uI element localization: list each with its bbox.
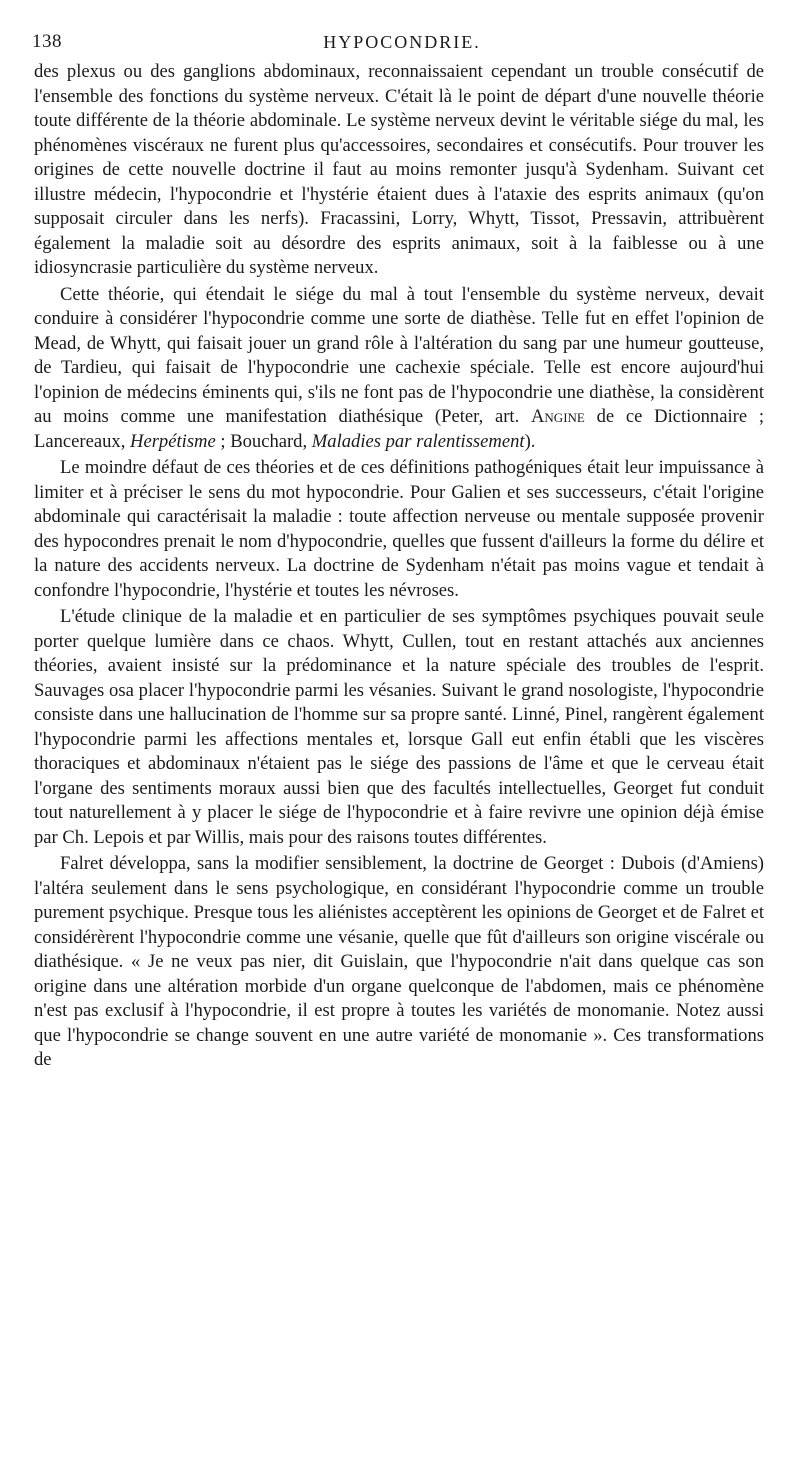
paragraph-text: ; Bouchard,	[215, 430, 312, 452]
paragraph-continued: des plexus ou des ganglions abdominaux, reconnaissaient cependant un trouble consécutif de l'ensemble des fonctions du système nerveux. C'était là le point de départ d'une nouvelle théorie toute différente de la théorie abdominale. Le système nerveux devint le véritable siége du mal, les phénomènes viscéraux ne furent plus qu'accessoires, secondaires et consécutifs. Pour trouver les origines de cette nouvelle doctrine il faut au moins remonter jusqu'à Sydenham. Suivant cet illustre médecin, l'hypocondrie et l'hystérie étaient dues à l'ataxie des esprits animaux (qu'on supposait circuler dans les nerfs). Fracassini, Lorry, Whytt, Tissot, Pressavin, attribuèrent également la maladie soit au désordre des esprits animaux, soit à la faiblesse ou à une idiosyncrasie particulière du système nerveux.	[34, 61, 764, 278]
running-title: HYPOCONDRIE.	[323, 32, 481, 52]
page-number: 138	[32, 31, 62, 52]
body-text	[34, 60, 764, 1075]
paragraph-text: Cette théorie, qui étendait le siége du mal à tout l'ensemble du système nerveux, devait conduire à considérer l'hypocondrie comme une sorte de diathèse. Telle fut en effet l'opinion de Mead, de Whytt, qui faisait jouer un grand rôle à l'altération du sang par une humeur goutteuse, de Tardieu, qui faisait de l'hypocondrie une cachexie spéciale. Telle est encore aujourd'hui l'opinion de médecins éminents qui, s'ils ne font pas de l'hypocondrie une diathèse, la considèrent au moins comme une manifestation diathésique (Peter, art.	[34, 283, 764, 427]
paragraph-falret: Falret développa, sans la modifier sensiblement, la doctrine de Georget : Dubois (d'Amiens) l'altéra seulement dans le sens psychologique, en considérant l'hypocondrie comme un trouble purement psychique. Presque tous les aliénistes acceptèrent les opinions de Georget et de Falret et considérèrent l'hypocondrie comme une vésanie, quelle que fût d'ailleurs son origine viscérale ou diathésique. « Je ne veux pas nier, dit Guislain, que l'hypocondrie n'ait dans quelque cas son origine dans une altération morbide d'un organe quelconque de l'abdomen, mais ce phénomène n'est pas exclusif à l'hypocondrie, il est propre à toutes les variétés de monomanie. Notez aussi que l'hypocondrie se change souvent en une autre variété de monomanie ». Ces transformations de	[34, 853, 764, 1070]
italic-title: Maladies par ralentissement	[311, 430, 525, 452]
running-head	[32, 28, 772, 56]
paragraph-text: ).	[524, 430, 536, 452]
smallcaps-reference: Angine	[530, 406, 585, 427]
italic-title: Herpétisme	[130, 430, 216, 452]
paragraph-text: de ce Dictionnaire ; Lancereaux,	[34, 406, 764, 452]
paragraph-etude-clinique: L'étude clinique de la maladie et en particulier de ses symptômes psychiques pouvait seule porter quelque lumière dans ce chaos. Whytt, Cullen, tout en restant attachés aux anciennes théories, avaient insisté sur la prédominance et la nature spéciale des troubles de l'esprit. Sauvages osa placer l'hypocondrie parmi les vésanies. Suivant le grand nosologiste, l'hypocondrie consiste dans une hallucination de l'homme sur sa propre santé. Linné, Pinel, rangèrent également l'hypocondrie parmi les affections mentales et, lorsque Gall eut enfin établi que les viscères thoraciques et abdominaux n'étaient pas le siége des passions de l'âme et que le cerveau était l'organe des sentiments moraux aussi bien que des facultés intellectuelles, Georget fut conduit tout naturellement à y placer le siége de l'hypocondrie et à faire revivre une opinion déjà émise par Ch. Lepois et par Willis, mais pour des raisons toutes différentes.	[34, 606, 764, 848]
paragraph-defaut: Le moindre défaut de ces théories et de ces définitions pathogéniques était leur impuissance à limiter et à préciser le sens du mot hypocondrie. Pour Galien et ses successeurs, c'était l'origine abdominale qui caractérisait la maladie : toute affection nerveuse ou mentale supposée provenir des hypocondres prenait le nom d'hypocondrie, quelles que fussent d'ailleurs la forme du délire et la nature des accidents nerveux. La doctrine de Sydenham n'était pas moins vague et tendait à confondre l'hypocondrie, l'hystérie et toutes les névroses.	[34, 457, 764, 601]
paragraph-diathese	[34, 283, 764, 455]
